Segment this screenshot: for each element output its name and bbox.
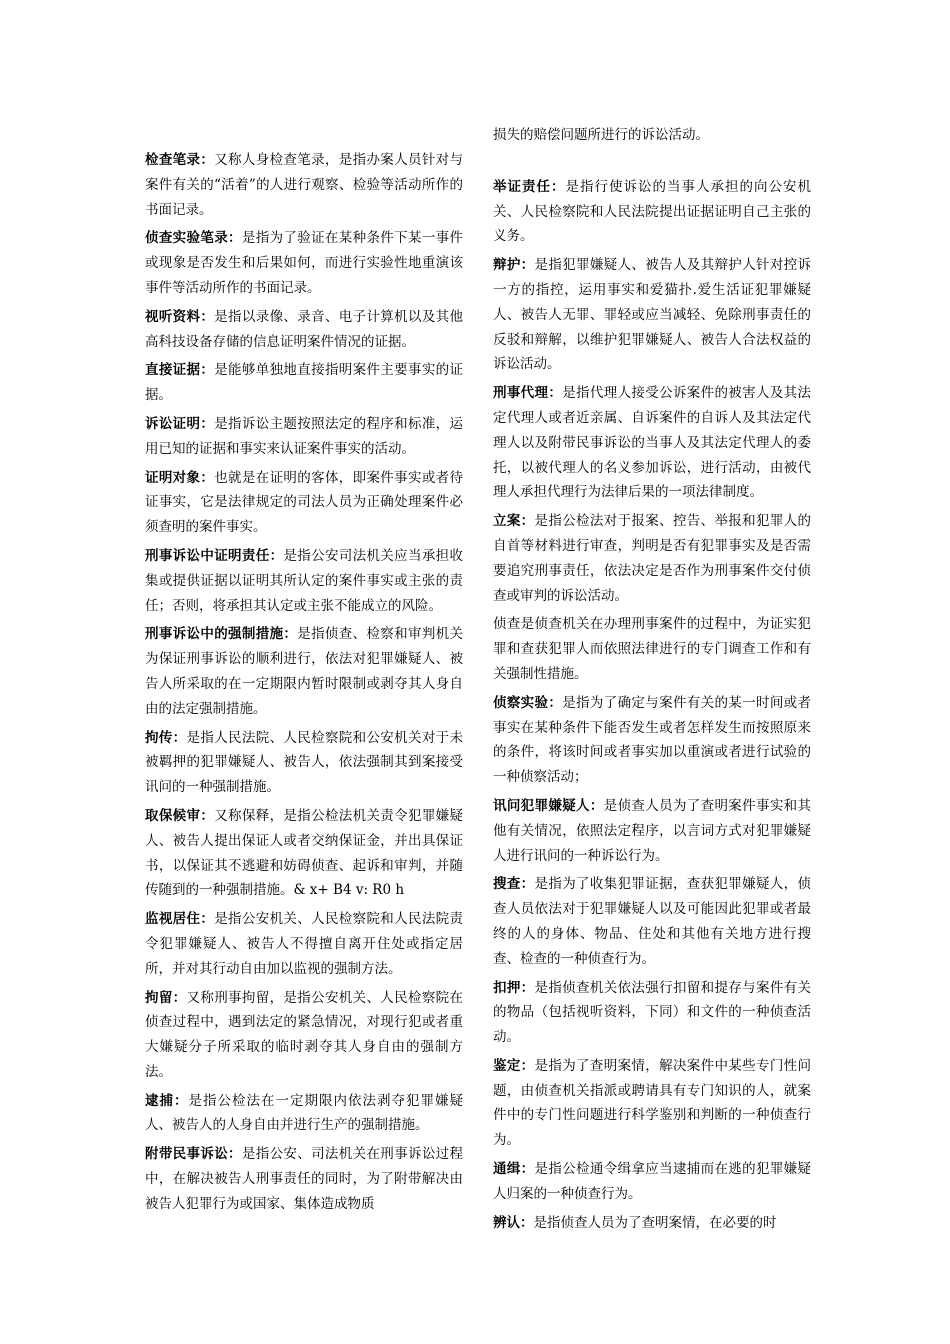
entry-continued-text: 损失的赔偿问题所进行的诉讼活动。 [493, 127, 709, 143]
entry-coercive-measures: 刑事诉讼中的强制措施：是指侦查、检察和审判机关为保证刑事诉讼的顺利进行，依法对犯罪嫌疑人、被告人所采取的在一定期限内暂时限制或剥夺其人身自由的法定强制措施。 [145, 626, 463, 717]
entry-residential-surveillance: 监视居住：是指公安机关、人民检察院和人民法院责令犯罪嫌疑人、被告人不得擅自离开住处或指定居所，并对其行动自由加以监视的强制方法。 [145, 911, 464, 977]
entry-wanted-order: 通缉：是指公检通令缉拿应当逮捕而在逃的犯罪嫌疑人归案的一种侦查行为。 [493, 1161, 812, 1202]
entry-criminal-agency: 刑事代理：是指代理人接受公诉案件的被害人及其法定代理人或者近亲属、自诉案件的自诉人及其法定代理人以及附带民事诉讼的当事人及其法定代理人的委托，以被代理人的名义参加诉讼，进行活动，由被代理人承担代理行为法律后果的一项法律制度。 [493, 385, 812, 501]
entry-detention: 拘留：又称刑事拘留，是指公安机关、人民检察院在侦查过程中，遇到法定的紧急情况，对现行犯或者重大嫌疑分子所采取的临时剥夺其人身自由的强制方法。 [145, 989, 464, 1080]
entry-burden-of-proof: 刑事诉讼中证明责任：是指公安司法机关应当承担收集或提供证据以证明其所认定的案件事实或主张的责任；否则，将承担其认定或主张不能成立的风险。 [145, 547, 464, 614]
right-column [493, 123, 811, 1235]
entry-incidental-civil-action: 附带民事诉讼：是指公安、司法机关在刑事诉讼过程中，在解决被告人刑事责任的同时，为了附带解决由被告人犯罪行为或国家、集体造成物质 [145, 1146, 464, 1212]
entry-investigative-experiment: 侦察实验：是指为了确定与案件有关的某一时间或者事实在某种条件下能否发生或者怎样发生而按照原来的条件，将该时间或者事实加以重演或者进行试验的一种侦察活动； [493, 694, 812, 786]
entry-audiovisual-materials: 视听资料：是指以录像、录音、电子计算机以及其他高科技设备存储的信息证明案件情况的证据。 [145, 308, 464, 350]
entry-investigation: 侦查是侦查机关在办理刑事案件的过程中，为证实犯罪和查获犯罪人而依照法律进行的专门调查工作和有关强制性措施。 [493, 616, 811, 682]
paragraph-gap [493, 148, 811, 175]
entry-search: 搜查：是指为了收集犯罪证据，查获犯罪嫌疑人，侦查人员依法对于犯罪嫌疑人以及可能因此犯罪或者最终的人的身体、物品、住处和其他有关地方进行搜查、检查的一种侦查行为。 [493, 876, 812, 967]
entry-litigation-proof: 诉讼证明：是指诉讼主题按照法定的程序和标准，运用已知的证据和事实来认证案件事实的活动。 [145, 415, 464, 457]
entry-inspection-record: 检查笔录：又称人身检查笔录，是指办案人员针对与案件有关的“活着”的人进行观察、检验等活动所作的书面记录。 [145, 152, 464, 218]
entry-interrogation: 讯问犯罪嫌疑人：是侦查人员为了查明案件事实和其他有关情况，依照法定程序，以言词方式对犯罪嫌疑人进行讯问的一种诉讼行为。 [493, 797, 812, 864]
entry-burden-of-adducing: 举证责任：是指行使诉讼的当事人承担的向公安机关、人民检察院和人民法院提出证据证明自己主张的义务。 [493, 178, 811, 245]
entry-case-filing: 立案：是指公检法对于报案、控告、举报和犯罪人的自首等材料进行审查，判明是否有犯罪事实及是否需要追究刑事责任，依法决定是否作为刑事案件交付侦查或审判的诉讼活动。 [493, 513, 812, 604]
entry-object-of-proof: 证明对象：也就是在证明的客体，即案件事实或者待证事实，它是法律规定的司法人员为正确处理案件必须查明的案件事实。 [145, 469, 464, 536]
entry-bail: 取保候审：又称保释，是指公检法机关责令犯罪嫌疑人、被告人提出保证人或者交纳保证金，并出具保证书，以保证其不逃避和妨碍侦查、起诉和审判，并随传随到的一种强制措施。& x+ B4 v: R0 h [145, 807, 464, 899]
entry-identification: 辨认：是指侦查人员为了查明案情，在必要的时 [493, 1214, 777, 1231]
left-column [145, 148, 463, 1217]
entry-defense: 辩护：是指犯罪嫌疑人、被告人及其辩护人针对控诉一方的指控，运用事实和爱猫扑.爱生活证犯罪嫌疑人、被告人无罪、罪轻或应当减轻、免除刑事责任的反驳和辩解，以维护犯罪嫌疑人、被告人合法权益的诉讼活动。 [493, 257, 812, 373]
entry-arrest: 逮捕：是指公检法在一定期限内依法剥夺犯罪嫌疑人、被告人的人身自由并进行生产的强制措施。 [145, 1092, 463, 1134]
entry-investigation-experiment-record: 侦查实验笔录：是指为了验证在某种条件下某一事件或现象是否发生和后果如何，而进行实验性地重演该事件等活动所作的书面记录。 [145, 230, 464, 296]
entry-appraisal: 鉴定：是指为了查明案情，解决案件中某些专门性问题，由侦查机关指派或聘请具有专门知识的人，就案件中的专门性问题进行科学鉴别和判断的一种侦查行为。 [493, 1057, 812, 1149]
entry-seizure: 扣押：是指侦查机关依法强行扣留和提存与案件有关的物品（包括视听资料，下同）和文件的一种侦查活动。 [493, 979, 812, 1046]
entry-summons: 拘传：是指人民法院、人民检察院和公安机关对于未被羁押的犯罪嫌疑人、被告人，依法强制其到案接受讯问的一种强制措施。 [145, 729, 464, 796]
entry-direct-evidence: 直接证据：是能够单独地直接指明案件主要事实的证据。 [145, 362, 464, 404]
